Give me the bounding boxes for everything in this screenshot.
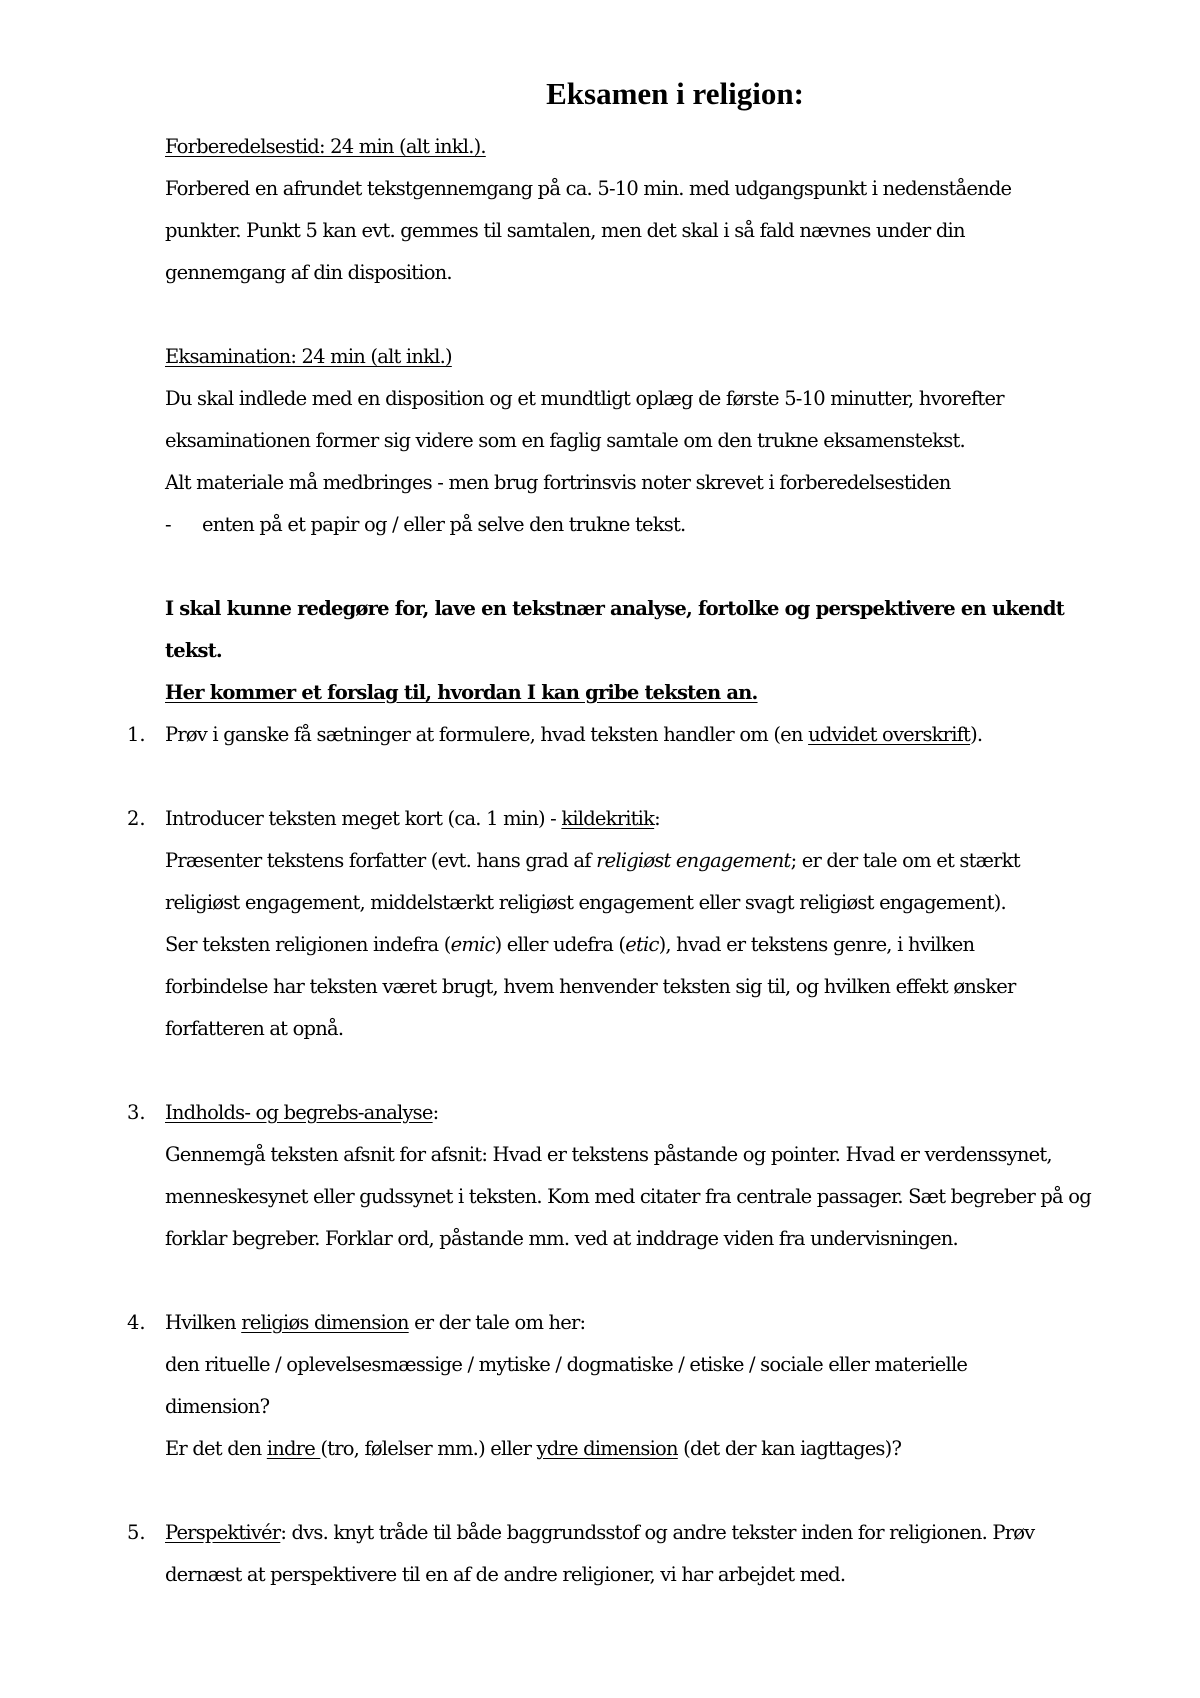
- item-2-line-2: [165, 840, 1155, 882]
- exam-heading: Eksamination: 24 min (alt inkl.): [165, 345, 452, 368]
- item-2-emic: emic: [450, 933, 495, 956]
- item-3-number: 3.: [127, 1101, 146, 1124]
- item-2-line-5: forbindelse har teksten været brugt, hvem henvender teksten sig til, og hvilken effekt ønsker: [165, 975, 1016, 998]
- item-2-number: 2.: [127, 807, 146, 830]
- item-5-line-1: [165, 1512, 1155, 1554]
- item-4-line-2: den rituelle / oplevelsesmæssige / mytiske / dogmatiske / etiske / sociale eller materielle: [165, 1353, 968, 1376]
- prep-line-2: punkter. Punkt 5 kan evt. gemmes til samtalen, men det skal i så fald nævnes under din: [165, 219, 965, 242]
- intro-bold-line-2: tekst.: [165, 639, 222, 662]
- item-3-line-3: menneskesynet eller gudssynet i teksten. Kom med citater fra centrale passager. Sæt begreber på og: [165, 1185, 1091, 1208]
- item-3-line-1: [165, 1092, 1155, 1134]
- exam-line-1: Du skal indlede med en disposition og et mundtligt oplæg de første 5-10 minutter, hvorefter: [165, 387, 1004, 410]
- item-4-l4-a: Er det den: [165, 1437, 267, 1460]
- item-1-post: ).: [970, 723, 983, 746]
- item-4-post: er der tale om her:: [408, 1311, 586, 1334]
- item-2-line-1: [165, 798, 1155, 840]
- item-4-l4-e: (det der kan iagttages)?: [677, 1437, 902, 1460]
- exam-line-2: eksaminationen former sig videre som en faglig samtale om den trukne eksamenstekst.: [165, 429, 965, 452]
- item-4-line-1: [165, 1302, 1155, 1344]
- item-1-pre: Prøv i ganske få sætninger at formulere, hvad teksten handler om (en: [165, 723, 809, 746]
- item-2-l2-italic: religiøst engagement: [596, 849, 791, 872]
- item-2-l2-post: ; er der tale om et stærkt: [790, 849, 1020, 872]
- item-2-post: :: [654, 807, 660, 830]
- item-4-line-3: dimension?: [165, 1395, 270, 1418]
- item-2-term: kildekritik: [561, 807, 655, 830]
- item-5-line-2: dernæst at perspektivere til en af de andre religioner, vi har arbejdet med.: [165, 1563, 846, 1586]
- item-2-line-3: religiøst engagement, middelstærkt religiøst engagement eller svagt religiøst engagement).: [165, 891, 1006, 914]
- item-1-line: [165, 714, 1155, 756]
- item-3-term: Indholds- og begrebs-analyse: [165, 1101, 433, 1124]
- item-2-pre: Introducer teksten meget kort (ca. 1 min) -: [165, 807, 562, 830]
- item-4-line-4: [165, 1428, 1155, 1470]
- exam-dash-line: enten på et papir og / eller på selve den trukne tekst.: [202, 513, 686, 536]
- item-1-term: udvidet overskrift: [808, 723, 971, 746]
- item-4-term: religiøs dimension: [241, 1311, 409, 1334]
- item-5-term: Perspektivér: [165, 1521, 281, 1544]
- item-5-number: 5.: [127, 1521, 146, 1544]
- item-2-line-6: forfatteren at opnå.: [165, 1017, 344, 1040]
- dash-bullet: -: [165, 513, 172, 536]
- item-2-l4-c: ) eller udefra (: [494, 933, 626, 956]
- item-5-post: : dvs. knyt tråde til både baggrundsstof og andre tekster inden for religionen. Prøv: [280, 1521, 1035, 1544]
- item-2-l4-e: ), hvad er tekstens genre, i hvilken: [658, 933, 975, 956]
- item-4-number: 4.: [127, 1311, 146, 1334]
- item-1-number: 1.: [127, 723, 146, 746]
- intro-bold-line-1: I skal kunne redegøre for, lave en tekstnær analyse, fortolke og perspektivere en ukendt: [165, 597, 1064, 620]
- document-title: Eksamen i religion:: [546, 76, 804, 111]
- item-4-inner: indre: [266, 1437, 321, 1460]
- prep-line-1: Forbered en afrundet tekstgennemgang på ca. 5-10 min. med udgangspunkt i nedenstående: [165, 177, 1012, 200]
- item-3-line-4: forklar begreber. Forklar ord, påstande mm. ved at inddrage viden fra undervisningen.: [165, 1227, 958, 1250]
- item-2-l4-a: Ser teksten religionen indefra (: [165, 933, 451, 956]
- prep-heading: Forberedelsestid: 24 min (alt inkl.).: [165, 135, 486, 158]
- prep-line-3: gennemgang af din disposition.: [165, 261, 452, 284]
- item-4-pre: Hvilken: [165, 1311, 242, 1334]
- item-2-line-4: [165, 924, 1155, 966]
- item-4-l4-c: (tro, følelser mm.) eller: [320, 1437, 537, 1460]
- item-2-l2-pre: Præsenter tekstens forfatter (evt. hans grad af: [165, 849, 597, 872]
- item-4-outer: ydre dimension: [536, 1437, 678, 1460]
- exam-line-3: Alt materiale må medbringes - men brug fortrinsvis noter skrevet i forberedelsestiden: [165, 471, 951, 494]
- intro-bold-underline: Her kommer et forslag til, hvordan I kan gribe teksten an.: [165, 681, 758, 704]
- item-3-post: :: [432, 1101, 439, 1124]
- item-2-etic: etic: [625, 933, 659, 956]
- item-3-line-2: Gennemgå teksten afsnit for afsnit: Hvad er tekstens påstande og pointer. Hvad er verdenssynet,: [165, 1143, 1052, 1166]
